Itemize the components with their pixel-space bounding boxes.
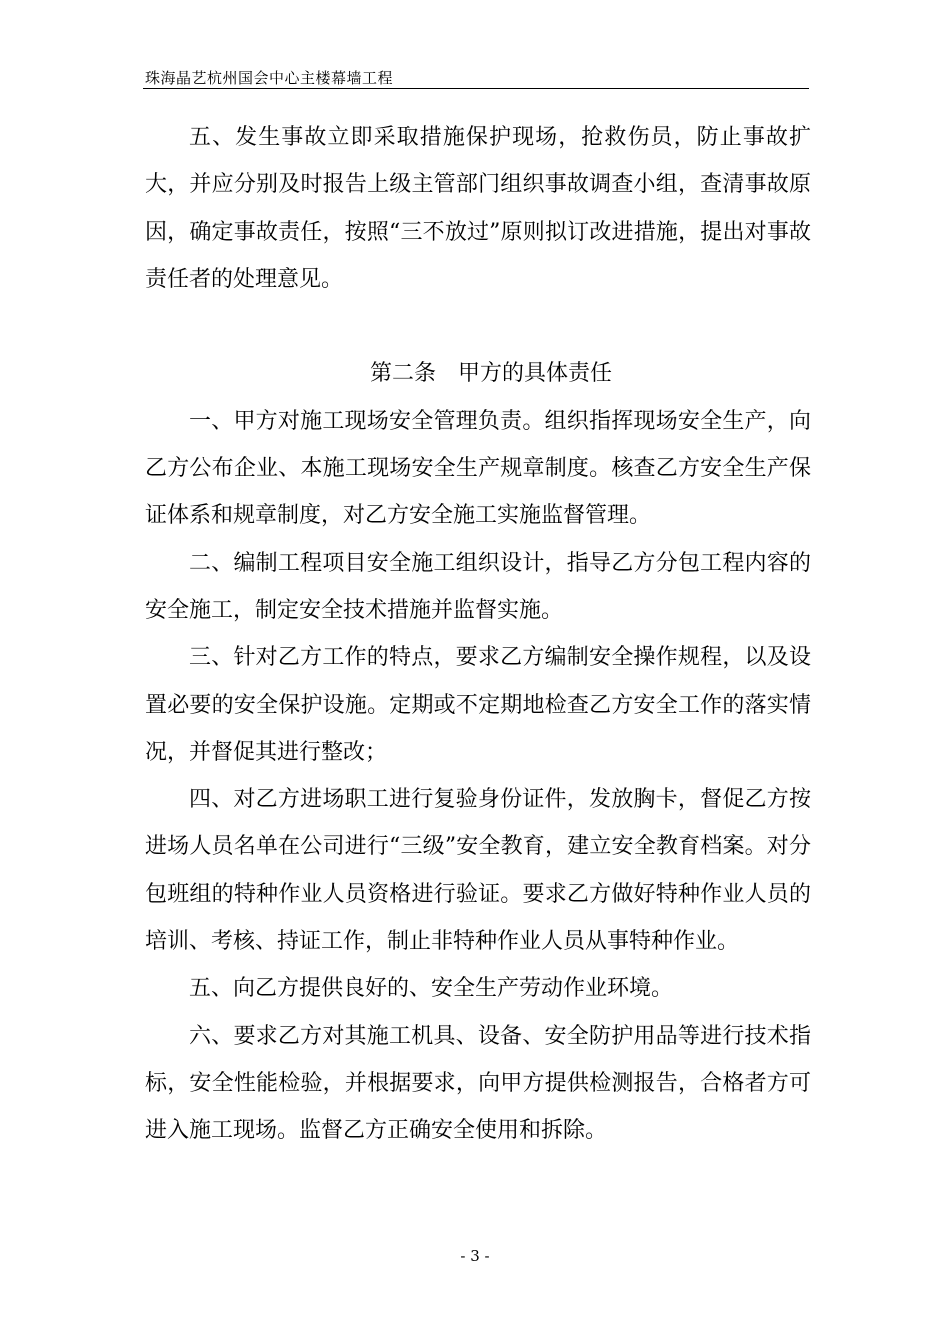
list-item: 一、甲方对施工现场安全管理负责。组织指挥现场安全生产，向乙方公布企业、本施工现场安全生产规章制度。核查乙方安全生产保证体系和规章制度，对乙方安全施工实施监督管理。 [145, 408, 811, 529]
page-number: - 3 - [460, 1247, 490, 1265]
header-divider [143, 88, 809, 89]
section-spacer [145, 303, 811, 350]
list-item: 五、向乙方提供良好的、安全生产劳动作业环境。 [189, 976, 674, 1002]
list-item: 三、针对乙方工作的特点，要求乙方编制安全操作规程，以及设置必要的安全保护设施。定期或不定期地检查乙方安全工作的落实情况，并督促其进行整改； [145, 645, 811, 765]
list-item: 四、对乙方进场职工进行复验身份证件，发放胸卡，督促乙方按进场人员名单在公司进行“三级”安全教育，建立安全教育档案。对分包班组的特种作业人员资格进行验证。要求乙方做好特种作业人员的培训、考核、持证工作，制止非特种作业人员从事特种作业。 [145, 787, 811, 955]
list-item: 六、要求乙方对其施工机具、设备、安全防护用品等进行技术指标，安全性能检验，并根据要求，向甲方提供检测报告，合格者方可进入施工现场。监督乙方正确安全使用和拆除。 [145, 1023, 811, 1144]
document-body [145, 114, 811, 1155]
paragraph-accident-response: 五、发生事故立即采取措施保护现场，抢救伤员，防止事故扩大，并应分别及时报告上级主管部门组织事故调查小组，查清事故原因，确定事故责任，按照“三不放过”原则拟订改进措施，提出对事故责任者的处理意见。 [145, 125, 811, 292]
list-item: 二、编制工程项目安全施工组织设计，指导乙方分包工程内容的安全施工，制定安全技术措施并监督实施。 [145, 550, 811, 623]
running-header: 珠海晶艺杭州国会中心主楼幕墙工程 [145, 69, 394, 87]
section-heading: 第二条 甲方的具体责任 [369, 361, 612, 387]
